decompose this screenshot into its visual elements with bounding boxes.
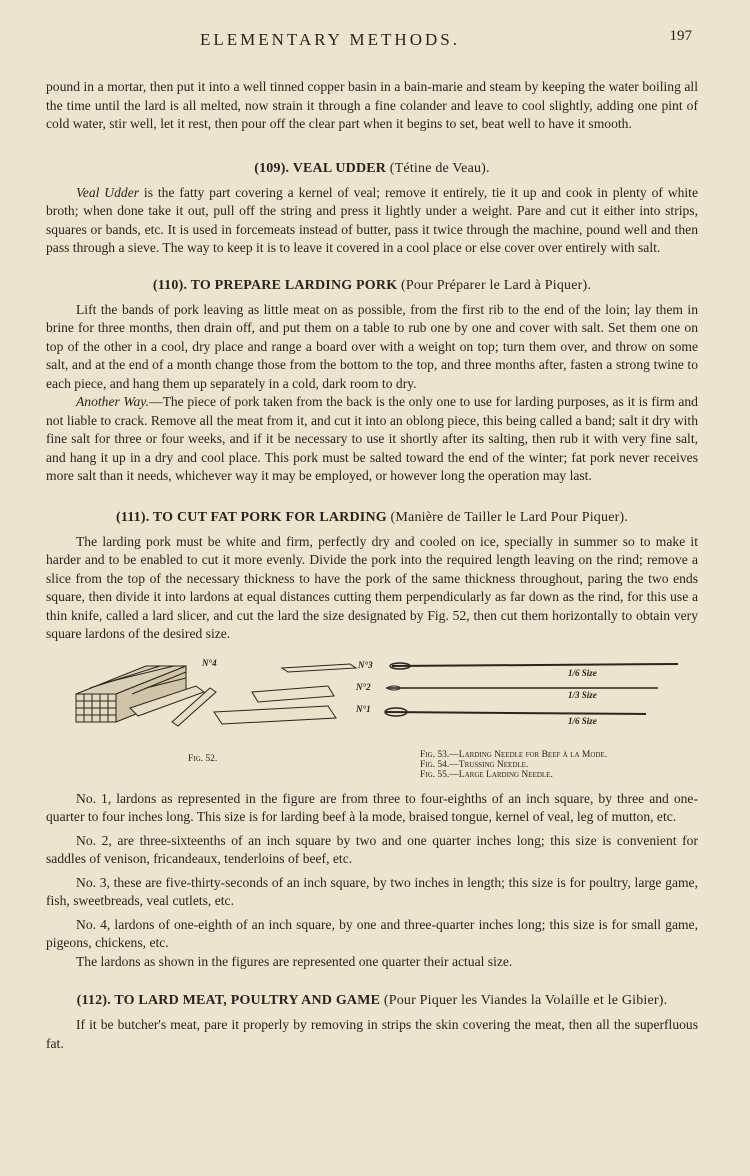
- size-label-3: 1/6 Size: [568, 715, 597, 726]
- size-no3-paragraph: No. 3, these are five-thirty-seconds of an inch square, by two inches in length; this size is for poultry, large game, fish, sweetbreads, veal cutlets, etc.: [46, 874, 698, 908]
- lardons-scale-note: The lardons as shown in the figures are represented one quarter their actual size.: [76, 953, 513, 969]
- another-way-lead: Another Way.: [76, 394, 149, 409]
- lardons-and-needles-figure: [46, 658, 698, 786]
- section-109-french: (Tétine de Veau).: [386, 160, 490, 176]
- section-109-lead: Veal Udder: [76, 184, 140, 200]
- section-111-heading: [46, 510, 698, 526]
- lardon-block-drawing: [76, 666, 216, 726]
- size-no4-paragraph: No. 4, lardons of one-eighth of an inch square, by one and three-quarter inches long; this size is for small game, pigeons, chickens, etc.: [46, 916, 698, 950]
- section-110-paragraph-1: Lift the bands of pork leaving as little meat on as possible, from the first rib to the end of the loin; lay them in brine for three months, then drain off, and put them on a table to rub one by one and cover with salt. Set them one on top of the other in a cool, dry place and range a board over with a weight on top; turn them over, and throw on some salt, and at the end of a month change those from the bottom to the top, and three months after, fasten a strong twine to each piece, and hang them up separately in a cold, dark room to dry.: [46, 301, 698, 391]
- label-n2: N°2: [356, 681, 371, 692]
- section-110-heading: [46, 278, 698, 294]
- section-110-paragraph-2: [46, 393, 698, 486]
- section-110-text-2: —The piece of pork taken from the back is the only one to use for larding purposes, as it is firm and not liable to crack. Remove all the meat from it, and cut it into an oblong piece, this being called a band; salt it dry with fine salt for three or four weeks, and if it be necessary to use it shortly after its salting, then rub it with very fine salt, and hang it up in a dry and cool place. This pork must be salted toward the end of the winter; fat pork never receives more salt than it needs, whichever way it may be employed, or however long the operation may last.: [46, 394, 698, 483]
- figure-53-caption: Fig. 53.—Larding Needle for Beef à la Mode.: [420, 749, 608, 760]
- intro-paragraph: pound in a mortar, then put it into a well tinned copper basin in a bain-marie and steam by keeping the water boiling all the time until the lard is all melted, now strain it through a fine colander and leave to cool slightly, adding one pint of cold water, stir well, let it rest, then pour off the clear part when it begins to set, beat well to have it smooth.: [46, 79, 698, 131]
- label-n4: N°4: [202, 657, 217, 668]
- section-109-paragraph: [46, 184, 698, 258]
- size-no2-paragraph: No. 2, are three-sixteenths of an inch square by two and one quarter inches long; this size is convenient for saddles of venison, fricandeaux, tenderloins of beef, etc.: [46, 832, 698, 866]
- section-111-paragraph: The larding pork must be white and firm, perfectly dry and cooled on ice, specially in summer so to make it harder and to be enabled to cut it more evenly. Divide the pork into the required length leaving on the rind; remove a slice from the top of the necessary thickness to have the pork of the same thickness throughout, paring the two ends square, then divide it into lardons at equal distances cutting them perpendicularly as far down as the rind, for this use a thin knife, called a lard slicer, and cut the lard the size designated by Fig. 52, then cut them horizontally to obtain very square lardons of the desired size.: [46, 533, 698, 641]
- page-body: [46, 78, 698, 1053]
- section-110-title: (110). TO PREPARE LARDING PORK: [152, 277, 398, 293]
- size-no1-paragraph: No. 1, lardons as represented in the figure are from three to four-eighths of an inch square, by three and one-quarter to four inches long. This size is for larding beef à la mode, braised tongue, kernel of veal, leg of mutton, etc.: [46, 790, 698, 824]
- figure-55-caption: Fig. 55.—Large Larding Needle.: [420, 769, 553, 780]
- label-n3: N°3: [358, 659, 373, 670]
- needle-captions: [420, 750, 607, 780]
- page-header: [0, 30, 750, 54]
- section-110-french: (Pour Préparer le Lard à Piquer).: [397, 277, 592, 293]
- figure-52-caption: Fig. 52.: [188, 753, 218, 764]
- label-n1: N°1: [356, 703, 371, 714]
- page-number: 197: [669, 28, 692, 44]
- section-112-heading: [46, 993, 698, 1009]
- running-head: ELEMENTARY METHODS.: [200, 30, 460, 49]
- section-112-paragraph: If it be butcher's meat, pare it properly by removing in strips the skin covering the meat, then all the superfluous fat.: [46, 1017, 698, 1051]
- figure-illustration: [46, 658, 698, 754]
- section-112-french: (Pour Piquer les Viandes la Volaille et le Gibier).: [380, 993, 668, 1008]
- section-109-text: is the fatty part covering a kernel of veal; remove it entirely, tie it up and cook in plenty of white broth; when done take it out, pull off the string and press it lightly under a weight. Pare and cut it either into strips, squares or bands, etc. It is used in forcemeats instead of butter, pass it twice through the machine, pound well and then pass through a sieve. The way to keep it is to leave it covered in a cool place or else cover over entirely with salt.: [46, 184, 698, 255]
- section-112-title: (112). TO LARD MEAT, POULTRY AND GAME: [76, 993, 381, 1008]
- size-label-1: 1/6 Size: [568, 667, 597, 678]
- figure-54-caption: Fig. 54.—Trussing Needle.: [420, 759, 529, 770]
- size-label-2: 1/3 Size: [568, 689, 597, 700]
- section-111-french: (Manière de Tailler le Lard Pour Piquer).: [386, 509, 629, 525]
- section-109-title: (109). VEAL UDDER: [254, 160, 387, 176]
- lardon-strips: [214, 664, 356, 724]
- section-109-heading: [46, 161, 698, 177]
- section-111-title: (111). TO CUT FAT PORK FOR LARDING: [115, 509, 387, 525]
- needles: [385, 663, 678, 716]
